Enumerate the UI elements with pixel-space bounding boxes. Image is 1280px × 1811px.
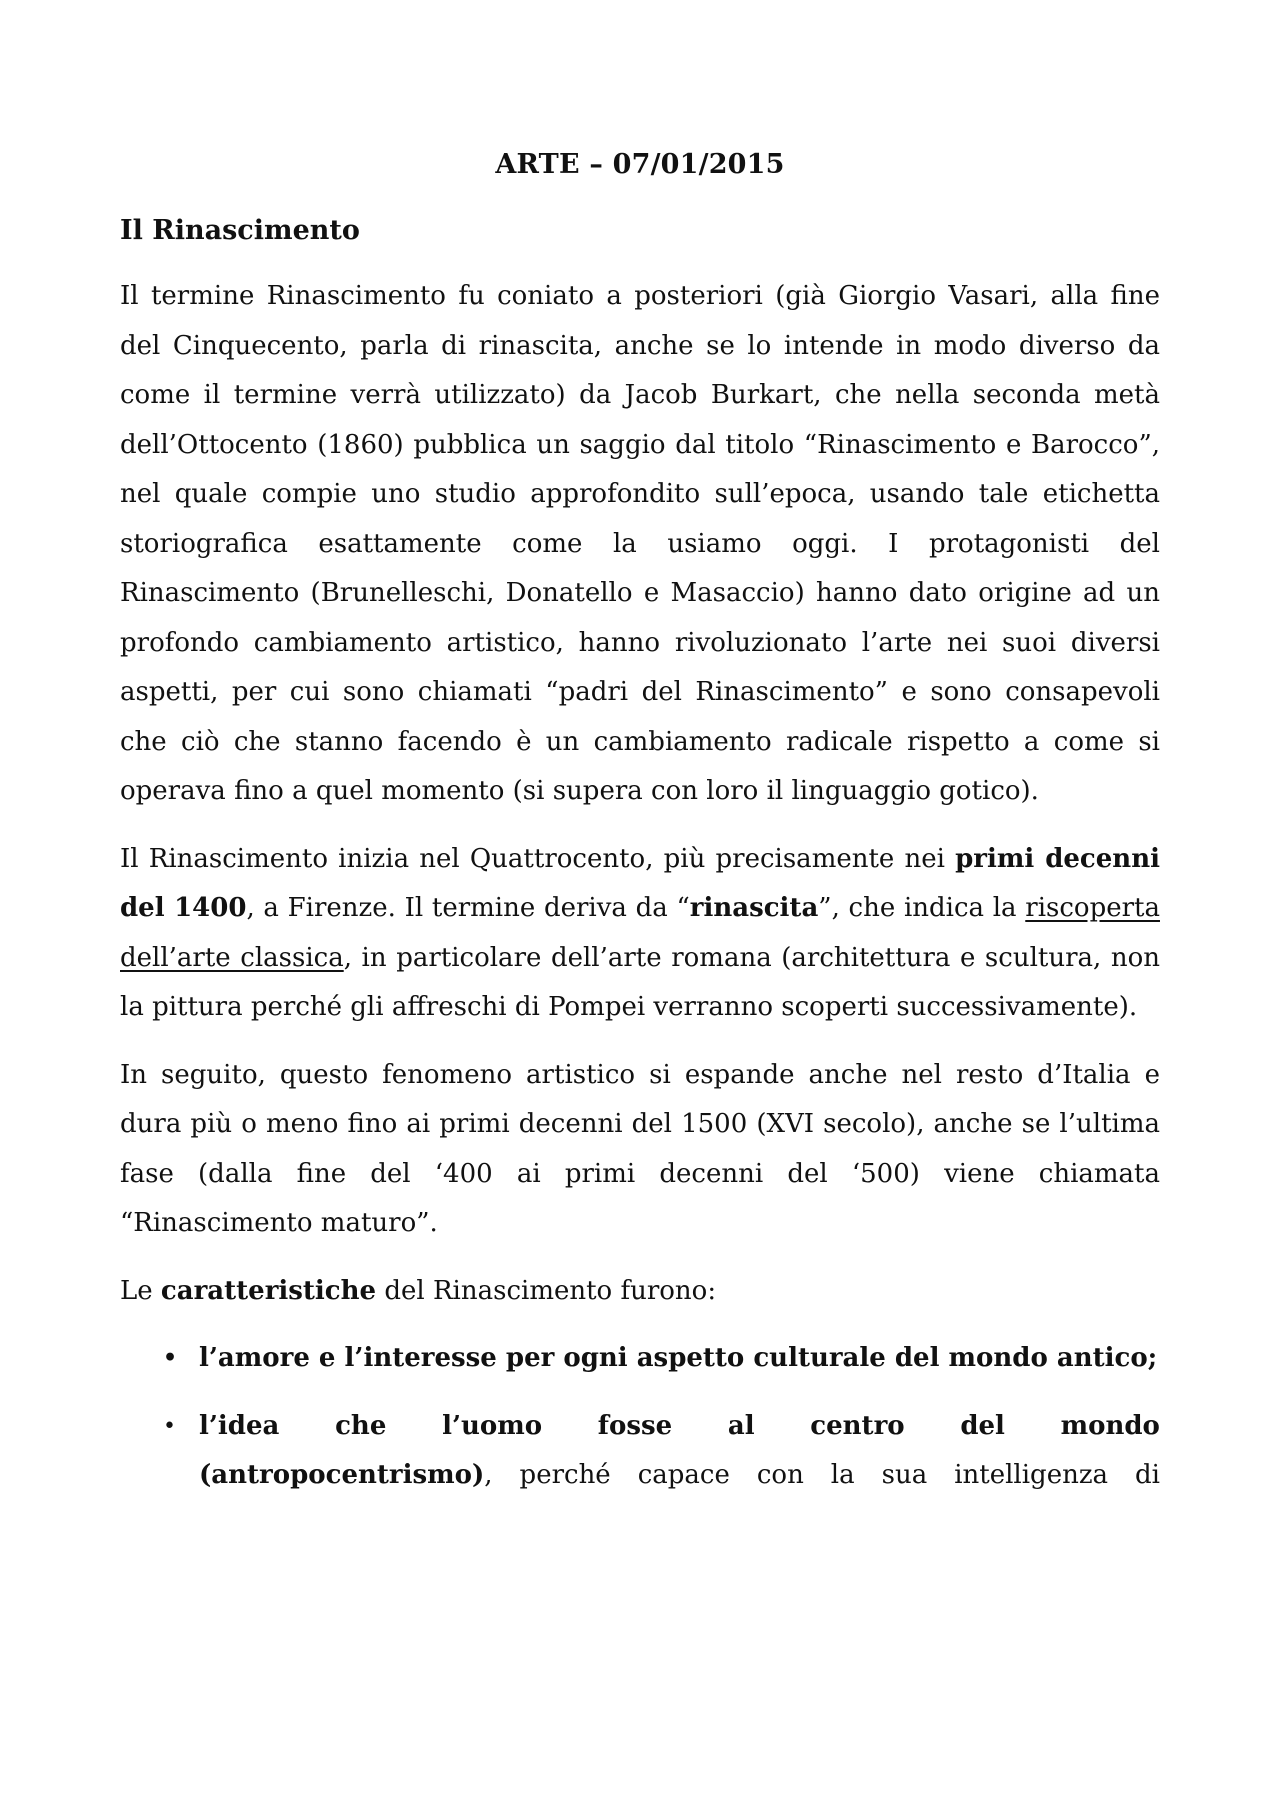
word: del xyxy=(960,1410,1005,1441)
list-item-text: l’amore e l’interesse per ogni aspetto culturale del mondo antico; xyxy=(199,1343,1158,1373)
paragraph-expansion: In seguito, questo fenomeno artistico si espande anche nel resto d’Italia e dura più o meno fino ai primi decenni del 1500 (XVI secolo), anche se l’ultima fase (dalla fine del ‘400 ai primi decenni del ‘500) viene chiamata “Rinascimento maturo”. xyxy=(120,1059,1160,1238)
list-item xyxy=(120,1402,1160,1501)
word: l’uomo xyxy=(442,1410,543,1441)
word: l’idea xyxy=(199,1410,280,1441)
list-item-second-line xyxy=(199,1451,1160,1501)
bold-text-rinascita: rinascita xyxy=(689,893,819,923)
paragraph-characteristics-intro xyxy=(120,1267,1160,1317)
bullet-icon: • xyxy=(163,1345,178,1371)
word: centro xyxy=(810,1410,905,1441)
paragraph-text: , in particolare dell’arte romana (architettura e scultura, non la pittura perché gli affreschi di Pompei verranno scoperti successivamente). xyxy=(120,942,1160,1022)
paragraph-beginning xyxy=(120,835,1160,1033)
list-item xyxy=(120,1334,1160,1384)
bold-text-primi-decenni: primi decenni del 1400 xyxy=(120,843,1160,923)
word: al xyxy=(727,1410,755,1441)
underlined-text-riscoperta: riscoperta dell’arte classica xyxy=(120,893,1160,973)
paragraph-origin-of-term: Il termine Rinascimento fu coniato a posteriori (già Giorgio Vasari, alla fine del Cinquecento, parla di rinascita, anche se lo intende in modo diverso da come il termine verrà utilizzato) da Jacob Burkart, che nella seconda metà dell’Ottocento (1860) pubblica un saggio dal titolo “Rinascimento e Barocco”, nel quale compie uno studio approfondito sull’epoca, usando tale etichetta storiografica esattamente come la usiamo oggi. I protagonisti del Rinascimento (Brunelleschi, Donatello e Masaccio) hanno dato origine ad un profondo cambiamento artistico, hanno rivoluzionato l’arte nei suoi diversi aspetti, per cui sono chiamati “padri del Rinascimento” e sono consapevoli che ciò che stanno facendo è un cambiamento radicale rispetto a come si operava fino a quel momento (si supera con loro il linguaggio gotico). xyxy=(120,281,1160,806)
bold-text-caratteristiche: caratteristiche xyxy=(160,1275,377,1306)
list-item-text: , perché capace con la sua intelligenza di xyxy=(484,1460,1160,1490)
section-heading: Il Rinascimento xyxy=(120,215,360,246)
word: fosse xyxy=(597,1410,673,1441)
document-content xyxy=(120,146,1160,1519)
bullet-icon: • xyxy=(163,1413,176,1439)
list-item-first-line xyxy=(199,1402,1160,1452)
word: mondo xyxy=(1060,1410,1160,1441)
paragraph-text: del Rinascimento furono: xyxy=(376,1275,717,1306)
paragraph-text: Le xyxy=(120,1275,161,1306)
paragraph-text: ”, che indica la xyxy=(818,893,1026,923)
characteristics-list xyxy=(120,1334,1160,1501)
word: che xyxy=(335,1410,387,1441)
paragraph-text: , a Firenze. Il termine deriva da “ xyxy=(246,893,690,923)
paragraph-text: Il Rinascimento inizia nel Quattrocento, più precisamente nei xyxy=(120,843,956,874)
bold-text-antropocentrismo: (antropocentrismo) xyxy=(199,1460,485,1490)
document-title: ARTE – 07/01/2015 xyxy=(495,149,785,180)
